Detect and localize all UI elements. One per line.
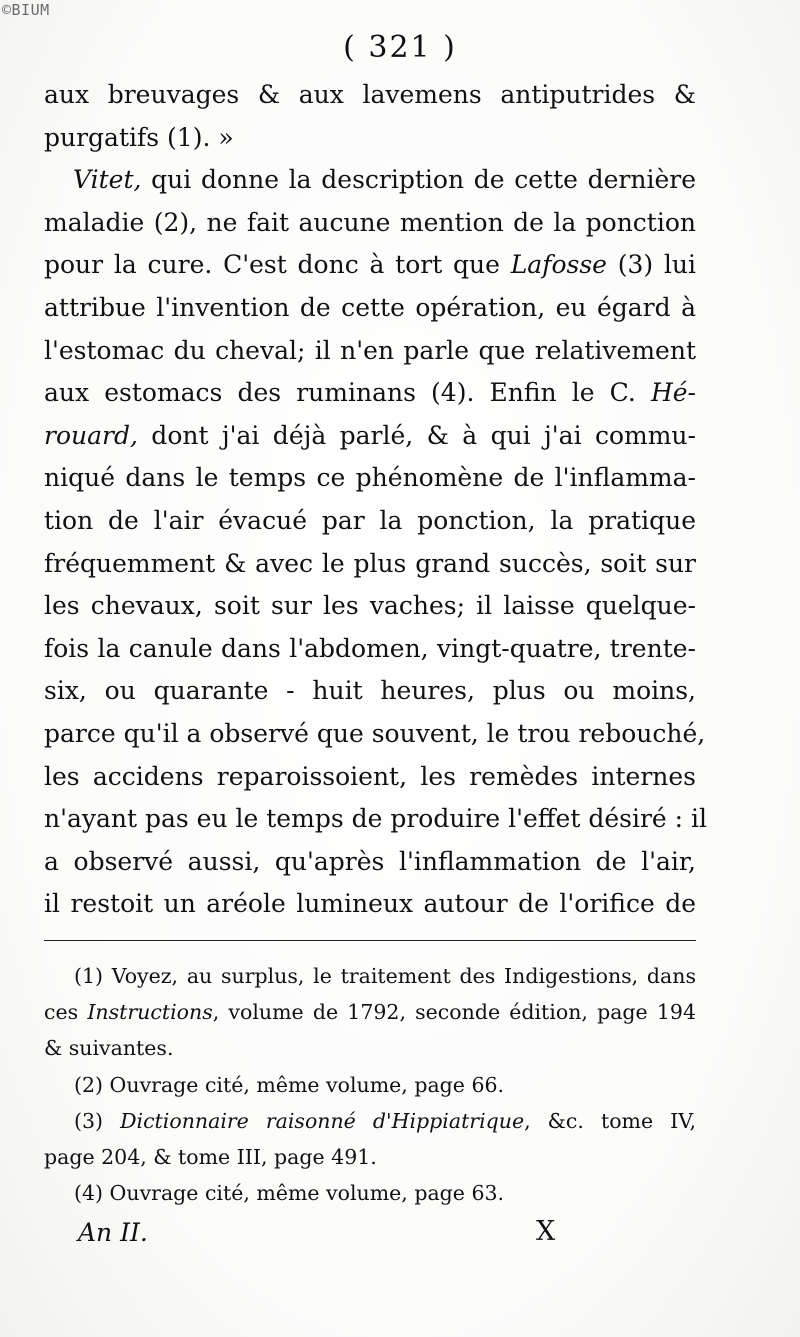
text-line: niqué dans le temps ce phénomène de l'inflamma-	[44, 463, 696, 493]
text-span: (3) lui	[606, 250, 696, 280]
author-name: Vitet,	[73, 165, 142, 195]
text-line: purgatifs (1). »	[44, 122, 234, 152]
text-span: (3)	[74, 1108, 121, 1133]
text-span: dont j'ai déjà parlé, & à qui j'ai commu-	[137, 420, 696, 450]
text-line: attribue l'invention de cette opération, eu égard à	[44, 292, 696, 322]
footnote-line: (4) Ouvrage cité, même volume, page 63.	[74, 1181, 505, 1206]
footnotes	[44, 958, 696, 1211]
author-name: Hé-	[650, 378, 696, 408]
text-line: aux breuvages & aux lavemens antiputrides &	[44, 80, 696, 109]
page-number: ( 321 )	[343, 30, 457, 65]
text-span: qui donne la description de cette dernière	[141, 165, 696, 195]
text-line: l'estomac du cheval; il n'en parle que relativement	[44, 335, 696, 365]
text-line: fois la canule dans l'abdomen, vingt-quatre, trente-	[44, 633, 696, 663]
book-title: Dictionnaire raisonné d'Hippiatrique	[120, 1108, 525, 1133]
body-text	[44, 74, 708, 926]
text-line: il restoit un aréole lumineux autour de l'orifice de	[44, 889, 696, 919]
gathering-letter: X	[536, 1216, 556, 1247]
text-span: , volume de 1792, seconde édition, page 194	[212, 1000, 696, 1025]
author-name: Lafosse	[510, 250, 607, 280]
text-span: pour la cure. C'est donc à tort que	[44, 250, 511, 280]
text-line: tion de l'air évacué par la ponction, la pratique	[44, 505, 696, 535]
text-line	[44, 244, 696, 287]
footnote-line: (2) Ouvrage cité, même volume, page 66.	[74, 1072, 505, 1097]
footnote-line: (1) Voyez, au surplus, le traitement des Indigestions, dans	[74, 964, 696, 988]
text-line: maladie (2), ne fait aucune mention de la ponction	[44, 207, 696, 237]
text-line: a observé aussi, qu'après l'inflammation de l'air,	[44, 846, 696, 876]
text-span: aux estomacs des ruminans (4). Enfin le C.	[44, 378, 651, 408]
author-name: rouard,	[44, 420, 138, 450]
text-line: parce qu'il a observé que souvent, le trou rebouché,	[44, 718, 706, 748]
footnote-line: & suivantes.	[44, 1036, 174, 1061]
text-line: six, ou quarante - huit heures, plus ou moins,	[44, 676, 696, 706]
watermark: ©BIUM	[2, 1, 50, 19]
text-span: , &c. tome IV,	[524, 1108, 696, 1133]
book-title: Instructions	[87, 1000, 213, 1025]
footnote-divider	[44, 940, 696, 941]
signature-mark: An II.	[78, 1218, 148, 1247]
text-line: n'ayant pas eu le temps de produire l'effet désiré : il	[44, 804, 708, 834]
text-line: fréquemment & avec le plus grand succès, soit sur	[44, 548, 696, 578]
footnote-line: page 204, & tome III, page 491.	[44, 1144, 377, 1169]
text-line	[44, 372, 696, 415]
footnote-line	[44, 994, 696, 1030]
footnote-line	[44, 1103, 696, 1139]
text-line	[44, 159, 696, 202]
text-line	[44, 415, 696, 458]
text-line: les chevaux, soit sur les vaches; il laisse quelque-	[44, 591, 696, 621]
text-line: les accidens reparoissoient, les remèdes internes	[44, 761, 696, 791]
text-span: ces	[44, 1000, 88, 1025]
